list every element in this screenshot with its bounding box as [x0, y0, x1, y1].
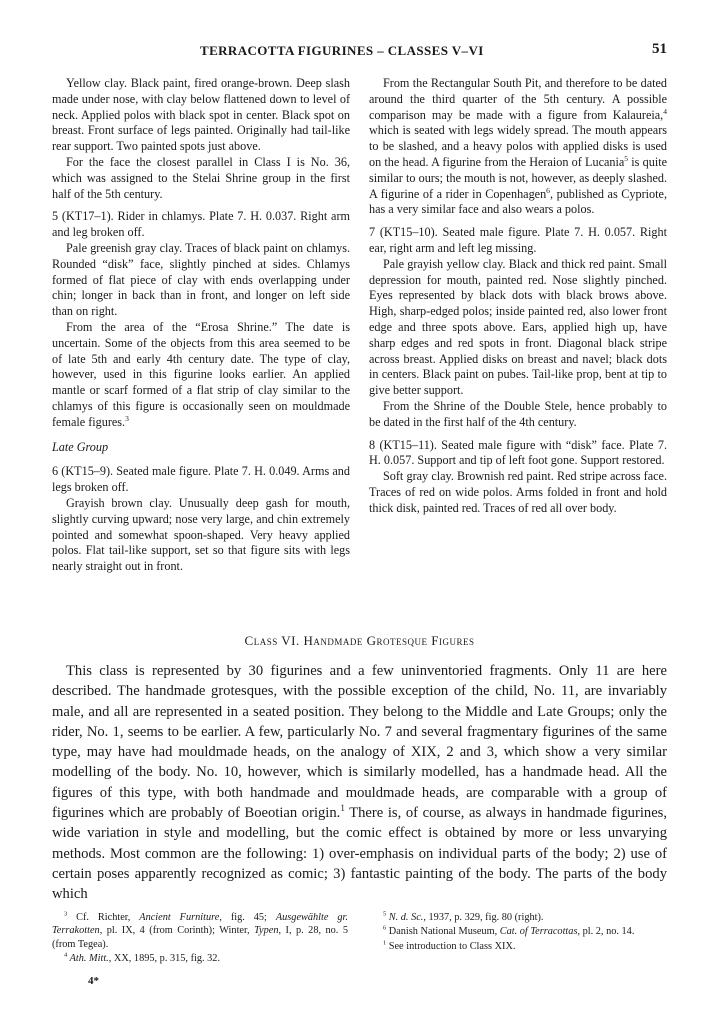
paragraph: Pale grayish yellow clay. Black and thick red paint. Small depression for mouth, painted red. Nose slightly pinched. Eyes represented by black dots with black brows above. High, sharp-edged polos; inside painted red, also lower front edge and three spots above. Ears, applied high up, have sharp edges and red spots in front. Diagonal black stripe across breast. Applied disks on breast and navel; black dots in centers. Black paint on pubes. Tail-like prop, bent at tip to give better support.	[369, 256, 667, 398]
footnote-1: $^1$ See introduction to Class XIX.	[383, 939, 516, 952]
paragraph: From the area of the “Erosa Shrine.” The date is uncertain. Some of the objects from this area seemed to be of late 5th and early 4th century date. The type of clay, however, used in this figurine looks earlier. An applied mantle or scarf formed of a flat strip of clay similar to the chlamys of this figure is occasionally seen on mouldmade female figures.$^3$	[52, 319, 350, 429]
section-title: Class VI. Handmade Grotesque Figures	[244, 633, 475, 648]
catalogue-entry-6-heading: 6 (KT15–9). Seated male figure. Plate 7. H. 0.049. Arms and legs broken off.	[52, 464, 350, 495]
footnote-ref: 4	[663, 106, 667, 116]
left-column	[52, 76, 350, 575]
catalogue-entry-8-heading: 8 (KT15–11). Seated male figure with “disk” face. Plate 7. H. 0.057. Support and tip of left foot gone. Support restored.	[369, 437, 667, 468]
late-group-heading: Late Group	[52, 439, 109, 454]
footnote-ref: 6	[546, 185, 550, 195]
paragraph: Soft gray clay. Brownish red paint. Red stripe across face. Traces of red on wide polos. Arms folded in front and hold thick disk, painted red. Traces of red all over body.	[369, 469, 667, 515]
footnotes-left	[52, 911, 348, 967]
paragraph: Pale greenish gray clay. Traces of black paint on chlamys. Rounded “disk” face, slightly pinched at sides. Chlamys formed of flat piece of clay with ends overlapping under chin; longer in back than in front, and longer on left side than on right.	[52, 240, 350, 319]
paragraph: Grayish brown clay. Unusually deep gash for mouth, slightly curving upward; nose very large, and chin extremely pointed and somewhat spoon-shaped. Very heavy applied polos. Flat tail-like support, set so that figure sits with legs nearly straight out in front.	[52, 495, 350, 574]
page-number: 51	[652, 41, 667, 57]
footnote-5: $^5$ N. d. Sc., 1937, p. 329, fig. 80 (right).	[383, 910, 544, 923]
signature-mark: 4*	[88, 975, 99, 987]
footnote-ref: 3	[125, 413, 129, 423]
footnotes-right	[371, 911, 667, 954]
right-column	[369, 76, 667, 517]
paragraph: From the Shrine of the Double Stele, hence probably to be dated in the first half of the 4th century.	[369, 398, 667, 429]
paragraph: Yellow clay. Black paint, fired orange-brown. Deep slash made under nose, with clay below flattened down to level of neck. Applied polos with black spot in center. Black spot on breast. Front surface of legs painted. Originally had tail-like rear support. Two painted spots just above.	[52, 76, 350, 154]
footnote-3: $^3$ Cf. Richter, Ancient Furniture, fig. 45; Ausgewählte gr. Terrakotten, pl. IX, 4 (from Corinth); Winter, Typen, I, p. 28, no. 5 (from Tegea).	[52, 910, 348, 950]
paragraph: From the Rectangular South Pit, and therefore to be dated around the third quarter of the 5th century. A possible comparison may be made with a figure from Kalaureia,$^4$ which is seated with legs widely spread. The mouth appears to be slashed, and a heavy polos with applied disks is used on the head. A figurine from the Heraion of Lucania$^5$ is quite similar to ours; the mouth is not, however, as deeply slashed. A figurine of a rider in Copenhagen$^6$, published as Cypriote, has a very similar face and also wears a polos.	[369, 76, 667, 217]
catalogue-entry-5-heading: 5 (KT17–1). Rider in chlamys. Plate 7. H. 0.037. Right arm and leg broken off.	[52, 209, 350, 240]
paragraph: For the face the closest parallel in Class I is No. 36, which was assigned to the Stelai Shrine group in the first half of the 5th century.	[52, 154, 350, 201]
footnote-6: $^6$ Danish National Museum, Cat. of Terracottas, pl. 2, no. 14.	[383, 924, 635, 938]
catalogue-entry-7-heading: 7 (KT15–10). Seated male figure. Plate 7. H. 0.057. Right ear, right arm and left leg missing.	[369, 225, 667, 255]
running-title: TERRACOTTA FIGURINES – CLASSES V–VI	[200, 43, 484, 58]
page-header	[52, 43, 667, 63]
footnote-4: $^4$ Ath. Mitt., XX, 1895, p. 315, fig. 32.	[64, 951, 221, 965]
footnote-ref: 5	[624, 153, 629, 163]
footnote-ref: 1	[340, 803, 345, 814]
section-intro: This class is represented by 30 figurines and a few uninventoried fragments. Only 11 are here described. The handmade grotesques, with the possible exception of the child, No. 11, are invariably male, and all are represented in a seated position. They belong to the Middle and Late Groups; only the rider, No. 1, seems to be earlier. A few, particularly No. 7 and several fragmentary figurines of the same type, may have had mouldmade heads, on the analogy of XIX, 2 and 3, which show a very similar modelling of the body. No. 10, however, which is similarly modelled, has a handmade head. All the figures of this type, with both handmade and mouldmade heads, are comparable with a group of figurines which are probably of Boeotian origin.$^1$ There is, of course, as always in handmade figurines, wide variation in style and modelling, but the comic effect is obtained by more or less unvarying methods. Most common are the following: 1) over-emphasis on individual parts of the body; 2) use of certain poses apparently recognized as comic; 3) fantastic painting of the body. The parts of the body which	[52, 663, 667, 903]
